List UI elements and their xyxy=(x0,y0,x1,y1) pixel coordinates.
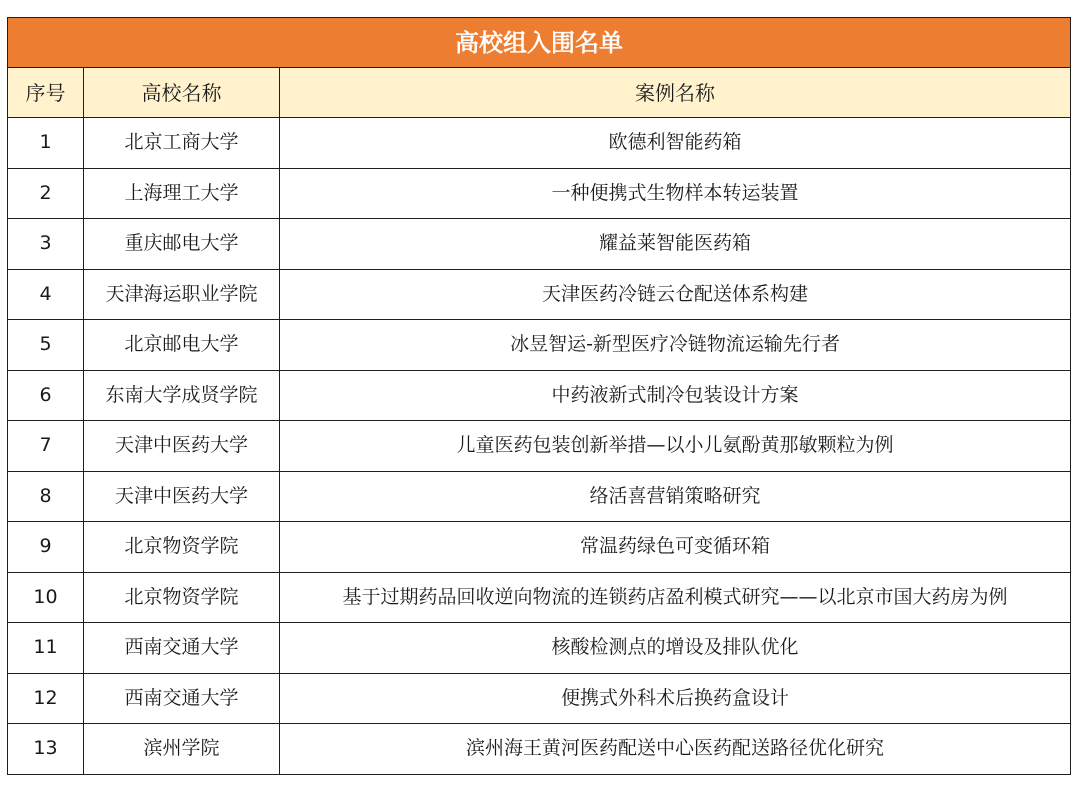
university-name-cell: 天津海运职业学院 xyxy=(84,269,280,320)
shortlist-table xyxy=(7,17,1071,775)
row-number-cell: 5 xyxy=(8,320,84,371)
table-row xyxy=(8,269,1071,320)
table-body xyxy=(8,118,1071,775)
university-name-cell: 滨州学院 xyxy=(84,724,280,775)
row-number-cell: 1 xyxy=(8,118,84,169)
university-name-cell: 北京物资学院 xyxy=(84,572,280,623)
university-name-cell: 上海理工大学 xyxy=(84,168,280,219)
table-title-row xyxy=(8,18,1071,68)
case-name-cell: 核酸检测点的增设及排队优化 xyxy=(280,623,1071,674)
university-name-cell: 东南大学成贤学院 xyxy=(84,370,280,421)
university-name-cell: 天津中医药大学 xyxy=(84,421,280,472)
table-row xyxy=(8,320,1071,371)
case-name-cell: 儿童医药包装创新举措—以小儿氨酚黄那敏颗粒为例 xyxy=(280,421,1071,472)
table-row xyxy=(8,118,1071,169)
university-name-cell: 西南交通大学 xyxy=(84,673,280,724)
table-row xyxy=(8,724,1071,775)
row-number-cell: 8 xyxy=(8,471,84,522)
row-number-cell: 9 xyxy=(8,522,84,573)
table-row xyxy=(8,673,1071,724)
row-number-cell: 12 xyxy=(8,673,84,724)
case-name-cell: 络活喜营销策略研究 xyxy=(280,471,1071,522)
table-row xyxy=(8,168,1071,219)
column-header-number: 序号 xyxy=(8,68,84,118)
table-row xyxy=(8,522,1071,573)
university-name-cell: 北京物资学院 xyxy=(84,522,280,573)
row-number-cell: 4 xyxy=(8,269,84,320)
row-number-cell: 7 xyxy=(8,421,84,472)
case-name-cell: 中药液新式制冷包装设计方案 xyxy=(280,370,1071,421)
column-header-case-name: 案例名称 xyxy=(280,68,1071,118)
row-number-cell: 13 xyxy=(8,724,84,775)
row-number-cell: 10 xyxy=(8,572,84,623)
case-name-cell: 欧德利智能药箱 xyxy=(280,118,1071,169)
table-row xyxy=(8,471,1071,522)
table-row xyxy=(8,572,1071,623)
university-name-cell: 北京工商大学 xyxy=(84,118,280,169)
case-name-cell: 滨州海王黄河医药配送中心医药配送路径优化研究 xyxy=(280,724,1071,775)
table-row xyxy=(8,623,1071,674)
university-name-cell: 天津中医药大学 xyxy=(84,471,280,522)
table-header-row xyxy=(8,68,1071,118)
row-number-cell: 11 xyxy=(8,623,84,674)
case-name-cell: 一种便携式生物样本转运装置 xyxy=(280,168,1071,219)
case-name-cell: 冰昱智运-新型医疗冷链物流运输先行者 xyxy=(280,320,1071,371)
table-row xyxy=(8,370,1071,421)
table-row xyxy=(8,219,1071,270)
row-number-cell: 2 xyxy=(8,168,84,219)
shortlist-table-container xyxy=(7,17,1070,775)
case-name-cell: 耀益莱智能医药箱 xyxy=(280,219,1071,270)
case-name-cell: 天津医药冷链云仓配送体系构建 xyxy=(280,269,1071,320)
row-number-cell: 3 xyxy=(8,219,84,270)
case-name-cell: 常温药绿色可变循环箱 xyxy=(280,522,1071,573)
table-row xyxy=(8,421,1071,472)
table-title: 高校组入围名单 xyxy=(8,18,1071,68)
column-header-university: 高校名称 xyxy=(84,68,280,118)
case-name-cell: 便携式外科术后换药盒设计 xyxy=(280,673,1071,724)
university-name-cell: 北京邮电大学 xyxy=(84,320,280,371)
case-name-cell: 基于过期药品回收逆向物流的连锁药店盈利模式研究——以北京市国大药房为例 xyxy=(280,572,1071,623)
university-name-cell: 重庆邮电大学 xyxy=(84,219,280,270)
row-number-cell: 6 xyxy=(8,370,84,421)
university-name-cell: 西南交通大学 xyxy=(84,623,280,674)
